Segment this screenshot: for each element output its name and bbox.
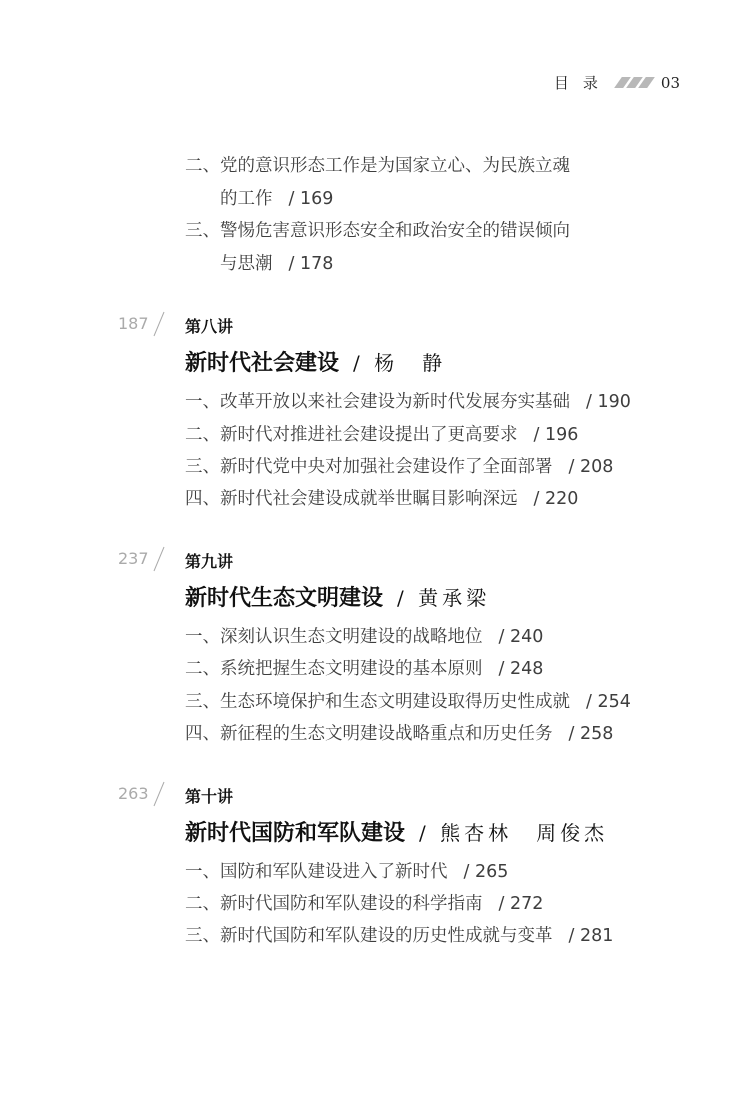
toc-entry-text: 一、改革开放以来社会建设为新时代发展夯实基础: [185, 392, 570, 412]
toc-entry-text: 二、党的意识形态工作是为国家立心、为民族立魂: [185, 156, 570, 176]
chapter-authors: / 黄承梁: [397, 586, 491, 610]
toc-entry-page: / 196: [533, 425, 579, 445]
toc-entry-text: 二、新时代国防和军队建设的科学指南: [185, 894, 483, 914]
running-header: [554, 72, 680, 93]
toc-entry-text: 三、生态环境保护和生态文明建设取得历史性成就: [185, 692, 570, 712]
toc-entry-page: / 240: [498, 627, 544, 647]
toc-entry-text: 263: [118, 784, 149, 803]
toc-entry[interactable]: [185, 421, 578, 446]
toc-entry-page: / 190: [586, 392, 631, 412]
toc-entry-continued[interactable]: [220, 185, 333, 210]
toc-entry-text: 二、系统把握生态文明建设的基本原则: [185, 659, 483, 679]
toc-entry[interactable]: [185, 152, 570, 177]
chapter-label: 第八讲: [185, 317, 234, 336]
toc-entry-text: 的工作: [220, 189, 273, 209]
toc-entry[interactable]: [185, 720, 613, 745]
toc-entry[interactable]: [185, 453, 613, 478]
toc-entry-text: 与思潮: [220, 254, 273, 274]
chapter-title[interactable]: 新时代国防和军队建设 / 熊杏林 周俊杰: [185, 820, 609, 846]
toc-entry-text: 三、新时代党中央对加强社会建设作了全面部署: [185, 457, 553, 477]
toc-entry-text: 一、深刻认识生态文明建设的战略地位: [185, 627, 483, 647]
toc-entry-text: 一、国防和军队建设进入了新时代: [185, 862, 448, 882]
toc-entry-text: 四、新时代社会建设成就举世瞩目影响深远: [185, 489, 518, 509]
chapter-title[interactable]: 新时代社会建设 / 杨 静: [185, 350, 447, 376]
header-title: 目录: [553, 74, 612, 92]
toc-entry-text: 237: [118, 549, 149, 568]
toc-entry-text: 二、新时代对推进社会建设提出了更高要求: [185, 425, 518, 445]
chapter-label: 第十讲: [185, 787, 234, 806]
toc-entry[interactable]: [185, 688, 631, 713]
toc-entry-text: 三、警惕危害意识形态安全和政治安全的错误倾向: [185, 221, 570, 241]
chapter-start-page: [118, 784, 149, 803]
toc-entry-text: 三、新时代国防和军队建设的历史性成就与变革: [185, 926, 553, 946]
toc-entry[interactable]: [185, 890, 543, 915]
toc-entry[interactable]: [185, 623, 543, 648]
chapter-authors: / 熊杏林 周俊杰: [419, 821, 609, 845]
toc-entry-page: / 254: [586, 692, 631, 712]
chapter-start-page: [118, 549, 149, 568]
toc-entry-page: / 248: [498, 659, 544, 679]
header-page-number: 03: [660, 73, 680, 92]
slash-decoration-icon: [152, 310, 166, 338]
toc-entry[interactable]: [185, 485, 578, 510]
chapter-label: 第九讲: [185, 552, 234, 571]
toc-entry[interactable]: [185, 922, 613, 947]
toc-entry-page: / 169: [288, 189, 334, 209]
slash-decoration-icon: [152, 545, 166, 573]
chapter-start-page: [118, 314, 149, 333]
toc-entry-page: / 265: [463, 862, 509, 882]
chapter-title[interactable]: 新时代生态文明建设 / 黄承梁: [185, 585, 491, 611]
toc-entry-text: 四、新征程的生态文明建设战略重点和历史任务: [185, 724, 553, 744]
toc-entry-page: / 272: [498, 894, 544, 914]
chapter-authors: / 杨 静: [353, 351, 447, 375]
toc-entry-page: / 258: [568, 724, 614, 744]
toc-entry[interactable]: [185, 388, 631, 413]
toc-entry-page: / 281: [568, 926, 614, 946]
toc-entry[interactable]: [185, 217, 570, 242]
toc-entry-continued[interactable]: [220, 250, 333, 275]
toc-entry-text: 187: [118, 314, 149, 333]
toc-entry-page: / 178: [288, 254, 334, 274]
toc-entry[interactable]: [185, 655, 543, 680]
toc-entry-page: / 220: [533, 489, 579, 509]
slash-decoration-icon: [152, 780, 166, 808]
toc-entry[interactable]: [185, 858, 508, 883]
header-decoration-icon: [618, 77, 651, 88]
toc-entry-page: / 208: [568, 457, 614, 477]
